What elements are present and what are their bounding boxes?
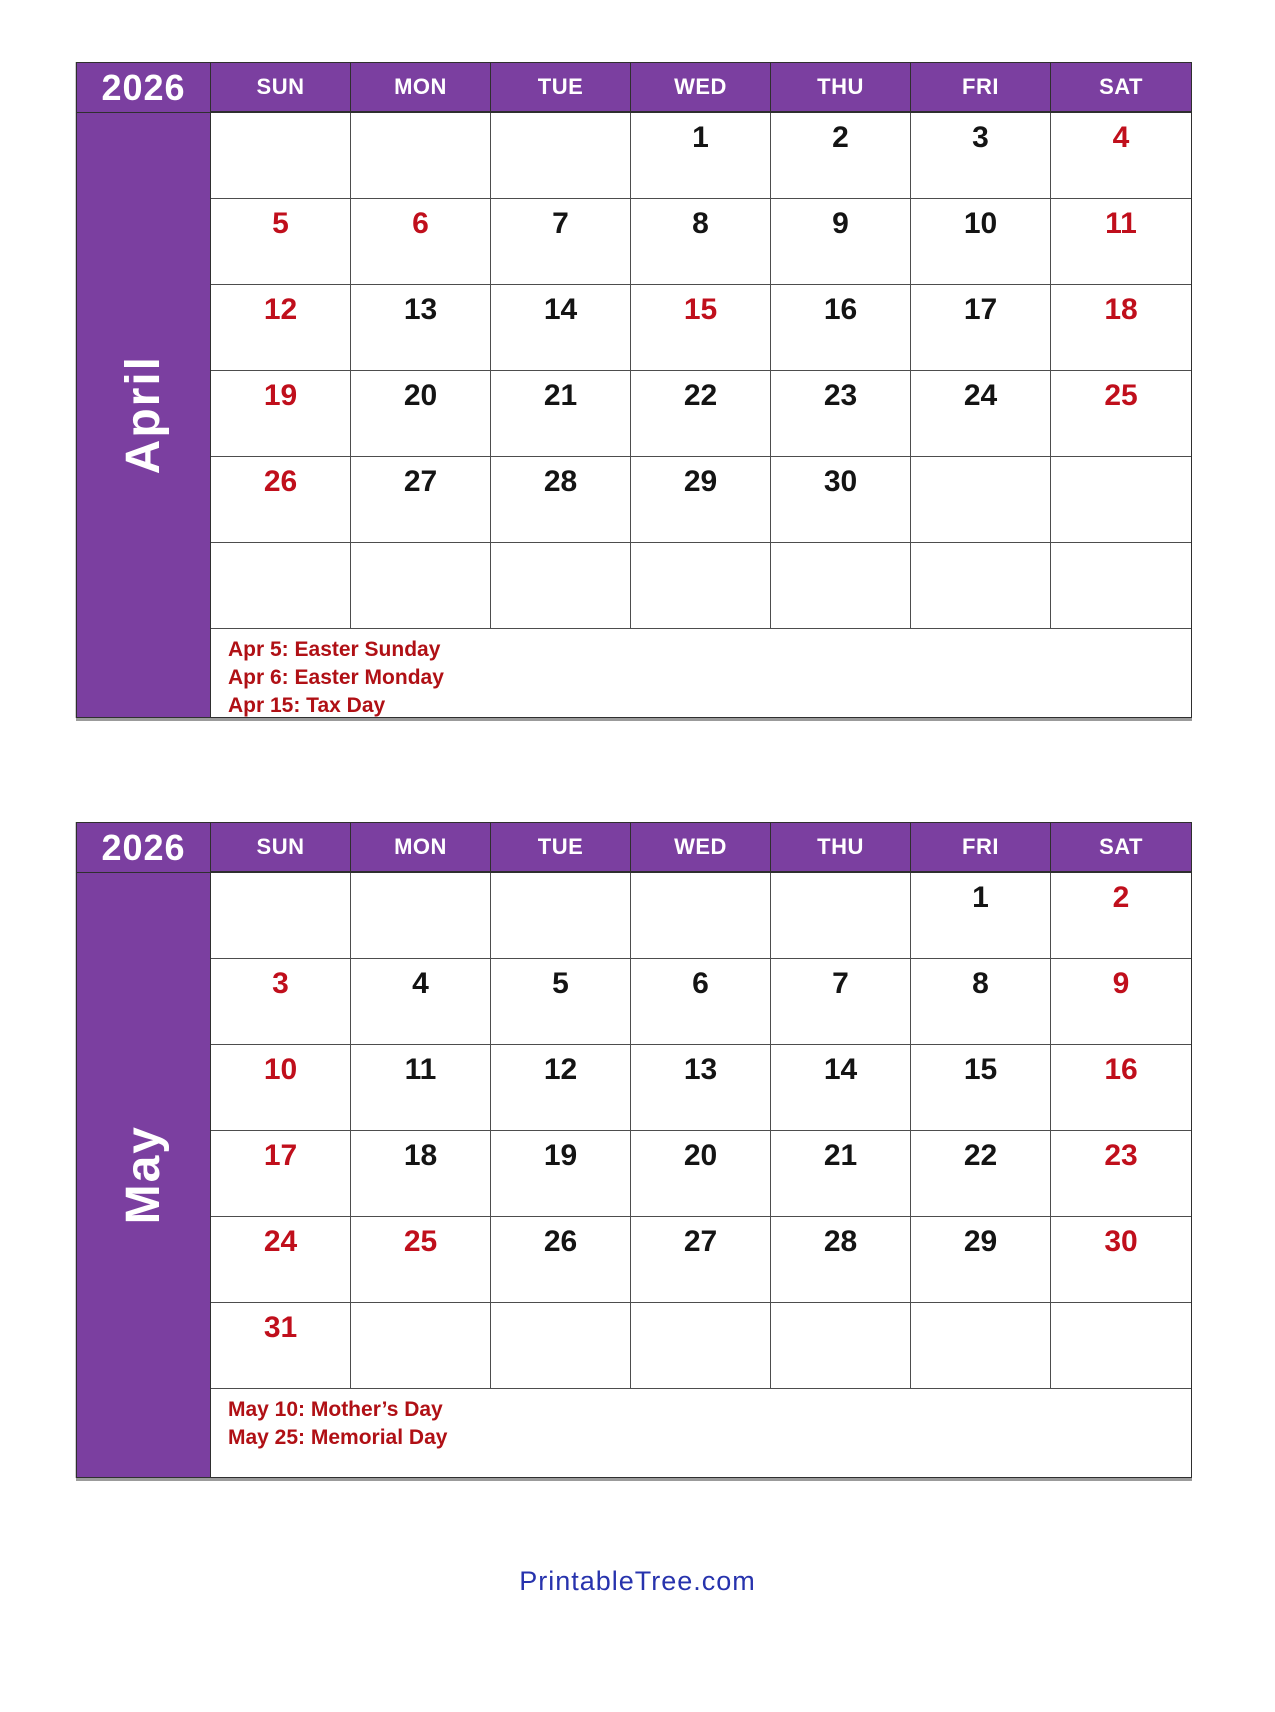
date-cell-may-6: 6 [631, 959, 771, 1045]
date-cell-may-30: 30 [1051, 1217, 1191, 1303]
date-cell-may-31: 31 [211, 1303, 351, 1389]
date-cell-april-18: 18 [1051, 285, 1191, 371]
day-header-tue: TUE [491, 63, 631, 113]
day-header-thu: THU [771, 63, 911, 113]
calendar-april [76, 62, 1192, 718]
date-cell-may-9: 9 [1051, 959, 1191, 1045]
date-cell-april-19: 19 [211, 371, 351, 457]
date-cell-april-22: 22 [631, 371, 771, 457]
month-label-april: April [117, 355, 170, 475]
date-cell-empty [1051, 543, 1191, 629]
date-cell-may-10: 10 [211, 1045, 351, 1131]
date-cell-april-13: 13 [351, 285, 491, 371]
date-cell-may-26: 26 [491, 1217, 631, 1303]
date-cell-april-14: 14 [491, 285, 631, 371]
date-cell-april-27: 27 [351, 457, 491, 543]
day-header-fri: FRI [911, 63, 1051, 113]
holiday-note-line: May 25: Memorial Day [228, 1425, 448, 1449]
date-cell-empty [771, 873, 911, 959]
date-cell-may-29: 29 [911, 1217, 1051, 1303]
date-cell-may-16: 16 [1051, 1045, 1191, 1131]
date-cell-empty [631, 543, 771, 629]
page [0, 62, 1275, 1712]
date-cell-april-20: 20 [351, 371, 491, 457]
date-cell-empty [911, 1303, 1051, 1389]
date-cell-may-20: 20 [631, 1131, 771, 1217]
day-header-sat: SAT [1051, 63, 1191, 113]
day-header-thu: THU [771, 823, 911, 873]
date-cell-may-14: 14 [771, 1045, 911, 1131]
day-header-sun: SUN [211, 823, 351, 873]
date-cell-may-1: 1 [911, 873, 1051, 959]
date-cell-may-4: 4 [351, 959, 491, 1045]
date-cell-april-12: 12 [211, 285, 351, 371]
date-cell-april-23: 23 [771, 371, 911, 457]
date-cell-may-22: 22 [911, 1131, 1051, 1217]
date-cell-empty [1051, 1303, 1191, 1389]
date-cell-may-18: 18 [351, 1131, 491, 1217]
month-sidebar-april [77, 113, 211, 717]
date-cell-may-25: 25 [351, 1217, 491, 1303]
day-header-wed: WED [631, 63, 771, 113]
date-cell-april-30: 30 [771, 457, 911, 543]
date-cell-april-16: 16 [771, 285, 911, 371]
day-header-fri: FRI [911, 823, 1051, 873]
date-cell-may-19: 19 [491, 1131, 631, 1217]
date-cell-empty [351, 543, 491, 629]
date-cell-empty [631, 873, 771, 959]
date-cell-empty [351, 113, 491, 199]
date-cell-may-2: 2 [1051, 873, 1191, 959]
date-cell-april-6: 6 [351, 199, 491, 285]
holiday-notes-may [211, 1389, 1191, 1477]
day-header-tue: TUE [491, 823, 631, 873]
date-cell-may-5: 5 [491, 959, 631, 1045]
date-cell-empty [491, 1303, 631, 1389]
year-label-april: 2026 [77, 63, 211, 113]
date-cell-empty [911, 457, 1051, 543]
date-cell-april-10: 10 [911, 199, 1051, 285]
date-cell-empty [491, 873, 631, 959]
date-cell-empty [211, 543, 351, 629]
date-cell-empty [491, 113, 631, 199]
date-cell-april-29: 29 [631, 457, 771, 543]
date-cell-empty [211, 873, 351, 959]
date-cell-may-28: 28 [771, 1217, 911, 1303]
date-cell-empty [771, 1303, 911, 1389]
month-label-may: May [117, 1125, 170, 1225]
day-header-sun: SUN [211, 63, 351, 113]
date-cell-may-8: 8 [911, 959, 1051, 1045]
year-label-may: 2026 [77, 823, 211, 873]
date-cell-april-7: 7 [491, 199, 631, 285]
day-header-sat: SAT [1051, 823, 1191, 873]
date-cell-may-21: 21 [771, 1131, 911, 1217]
date-cell-empty [211, 113, 351, 199]
date-cell-may-12: 12 [491, 1045, 631, 1131]
holiday-note-line: Apr 6: Easter Monday [228, 665, 444, 689]
date-cell-april-21: 21 [491, 371, 631, 457]
date-cell-april-8: 8 [631, 199, 771, 285]
holiday-notes-april [211, 629, 1191, 717]
calendar-grid-april [76, 62, 1192, 718]
holiday-note-line: Apr 5: Easter Sunday [228, 638, 441, 661]
calendar-may [76, 822, 1192, 1478]
date-cell-may-27: 27 [631, 1217, 771, 1303]
date-cell-empty [631, 1303, 771, 1389]
date-cell-april-25: 25 [1051, 371, 1191, 457]
date-cell-april-17: 17 [911, 285, 1051, 371]
day-header-wed: WED [631, 823, 771, 873]
date-cell-may-15: 15 [911, 1045, 1051, 1131]
date-cell-empty [1051, 457, 1191, 543]
day-header-mon: MON [351, 823, 491, 873]
date-cell-april-26: 26 [211, 457, 351, 543]
date-cell-empty [771, 543, 911, 629]
day-header-mon: MON [351, 63, 491, 113]
date-cell-april-9: 9 [771, 199, 911, 285]
date-cell-april-2: 2 [771, 113, 911, 199]
date-cell-april-15: 15 [631, 285, 771, 371]
date-cell-may-3: 3 [211, 959, 351, 1045]
date-cell-april-4: 4 [1051, 113, 1191, 199]
date-cell-may-17: 17 [211, 1131, 351, 1217]
calendar-grid-may [76, 822, 1192, 1478]
date-cell-may-23: 23 [1051, 1131, 1191, 1217]
date-cell-april-24: 24 [911, 371, 1051, 457]
date-cell-empty [491, 543, 631, 629]
date-cell-april-3: 3 [911, 113, 1051, 199]
date-cell-empty [351, 873, 491, 959]
date-cell-april-1: 1 [631, 113, 771, 199]
date-cell-empty [351, 1303, 491, 1389]
date-cell-april-28: 28 [491, 457, 631, 543]
date-cell-may-7: 7 [771, 959, 911, 1045]
month-sidebar-may [77, 873, 211, 1477]
date-cell-may-13: 13 [631, 1045, 771, 1131]
footer-link[interactable]: PrintableTree.com [519, 1566, 756, 1596]
date-cell-april-5: 5 [211, 199, 351, 285]
date-cell-may-24: 24 [211, 1217, 351, 1303]
holiday-note-line: May 10: Mother’s Day [228, 1398, 443, 1421]
date-cell-april-11: 11 [1051, 199, 1191, 285]
holiday-note-line: Apr 15: Tax Day [228, 693, 386, 717]
date-cell-empty [911, 543, 1051, 629]
date-cell-may-11: 11 [351, 1045, 491, 1131]
footer [0, 1566, 1275, 1597]
